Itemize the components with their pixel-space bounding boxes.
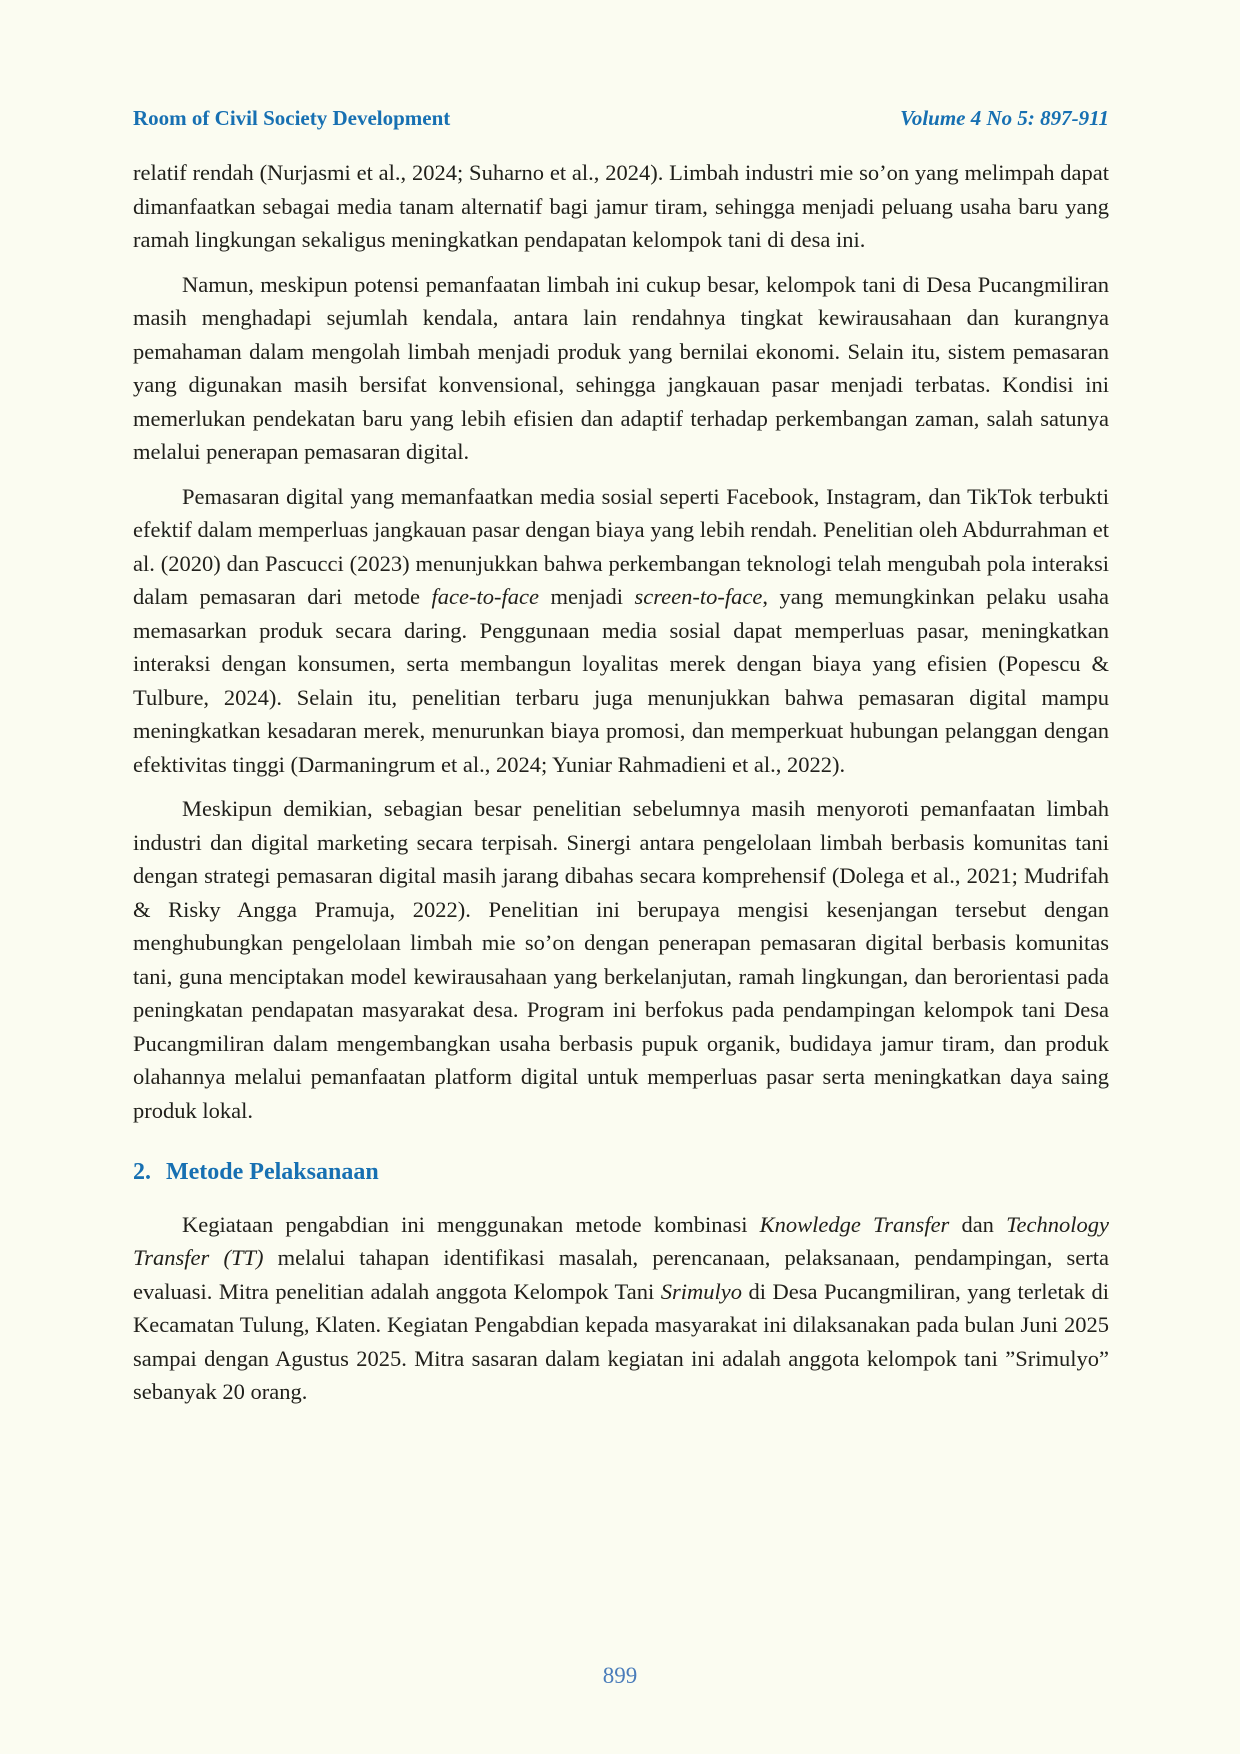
- paragraph: relatif rendah (Nurjasmi et al., 2024; Suharno et al., 2024). Limbah industri mie so’on yang melimpah dapat dimanfaatkan sebagai media tanam alternatif bagi jamur tiram, sehingga menjadi peluang usaha baru yang ramah lingkungan sekaligus meningkatkan pendapatan kelompok tani di desa ini.: [133, 160, 1109, 252]
- paragraph: Kegiataan pengabdian ini menggunakan metode kombinasi Knowledge Transfer dan Technology Transfer (TT) melalui tahapan identifikasi masalah, perencanaan, pelaksanaan, pendampingan, serta evaluasi. Mitra penelitian adalah anggota Kelompok Tani Srimulyo di Desa Pucangmiliran, yang terletak di Kecamatan Tulung, Klaten. Kegiatan Pengabdian kepada masyarakat ini dilaksanakan pada bulan Juni 2025 sampai dengan Agustus 2025. Mitra sasaran dalam kegiatan ini adalah anggota kelompok tani ”Srimulyo” sebanyak 20 orang.: [133, 1211, 1109, 1405]
- paragraph: Pemasaran digital yang memanfaatkan media sosial seperti Facebook, Instagram, dan TikTok terbukti efektif dalam memperluas jangkauan pasar dengan biaya yang lebih rendah. Penelitian oleh Abdurrahman et al. (2020) dan Pascucci (2023) menunjukkan bahwa perkembangan teknologi telah mengubah pola interaksi dalam pemasaran dari metode face-to-face menjadi screen-to-face, yang memungkinkan pelaku usaha memasarkan produk secara daring. Penggunaan media sosial dapat memperluas pasar, meningkatkan interaksi dengan konsumen, serta membangun loyalitas merek dengan biaya yang efisien (Popescu & Tulbure, 2024). Selain itu, penelitian terbaru juga menunjukkan bahwa pemasaran digital mampu meningkatkan kesadaran merek, menurunkan biaya promosi, dan memperkuat hubungan pelanggan dengan efektivitas tinggi (Darmaningrum et al., 2024; Yuniar Rahmadieni et al., 2022).: [133, 483, 1109, 777]
- volume-info: Volume 4 No 5: 897-911: [900, 106, 1109, 130]
- page-footer: [0, 1662, 1240, 1690]
- page-number: 899: [602, 1663, 638, 1688]
- page-header: [133, 106, 1109, 131]
- section-heading: [133, 1158, 1109, 1187]
- section-title: Metode Pelaksanaan: [166, 1159, 379, 1185]
- journal-title: Room of Civil Society Development: [133, 106, 451, 130]
- section-number: 2.: [133, 1159, 151, 1185]
- paragraph: Meskipun demikian, sebagian besar penelitian sebelumnya masih menyoroti pemanfaatan limbah industri dan digital marketing secara terpisah. Sinergi antara pengelolaan limbah berbasis komunitas tani dengan strategi pemasaran digital masih jarang dibahas secara komprehensif (Dolega et al., 2021; Mudrifah & Risky Angga Pramuja, 2022). Penelitian ini berupaya mengisi kesenjangan tersebut dengan menghubungkan pengelolaan limbah mie so’on dengan penerapan pemasaran digital berbasis komunitas tani, guna menciptakan model kewirausahaan yang berkelanjutan, ramah lingkungan, dan berorientasi pada peningkatan pendapatan masyarakat desa. Program ini berfokus pada pendampingan kelompok tani Desa Pucangmiliran dalam mengembangkan usaha berbasis pupuk organik, budidaya jamur tiram, dan produk olahannya melalui pemanfaatan platform digital untuk memperluas pasar serta meningkatkan daya saing produk lokal.: [133, 796, 1109, 1123]
- article-body: [133, 156, 1109, 1420]
- paragraph: Namun, meskipun potensi pemanfaatan limbah ini cukup besar, kelompok tani di Desa Pucangmiliran masih menghadapi sejumlah kendala, antara lain rendahnya tingkat kewirausahaan dan kurangnya pemahaman dalam mengolah limbah menjadi produk yang bernilai ekonomi. Selain itu, sistem pemasaran yang digunakan masih bersifat konvensional, sehingga jangkauan pasar menjadi terbatas. Kondisi ini memerlukan pendekatan baru yang lebih efisien dan adaptif terhadap perkembangan zaman, salah satunya melalui penerapan pemasaran digital.: [133, 271, 1109, 464]
